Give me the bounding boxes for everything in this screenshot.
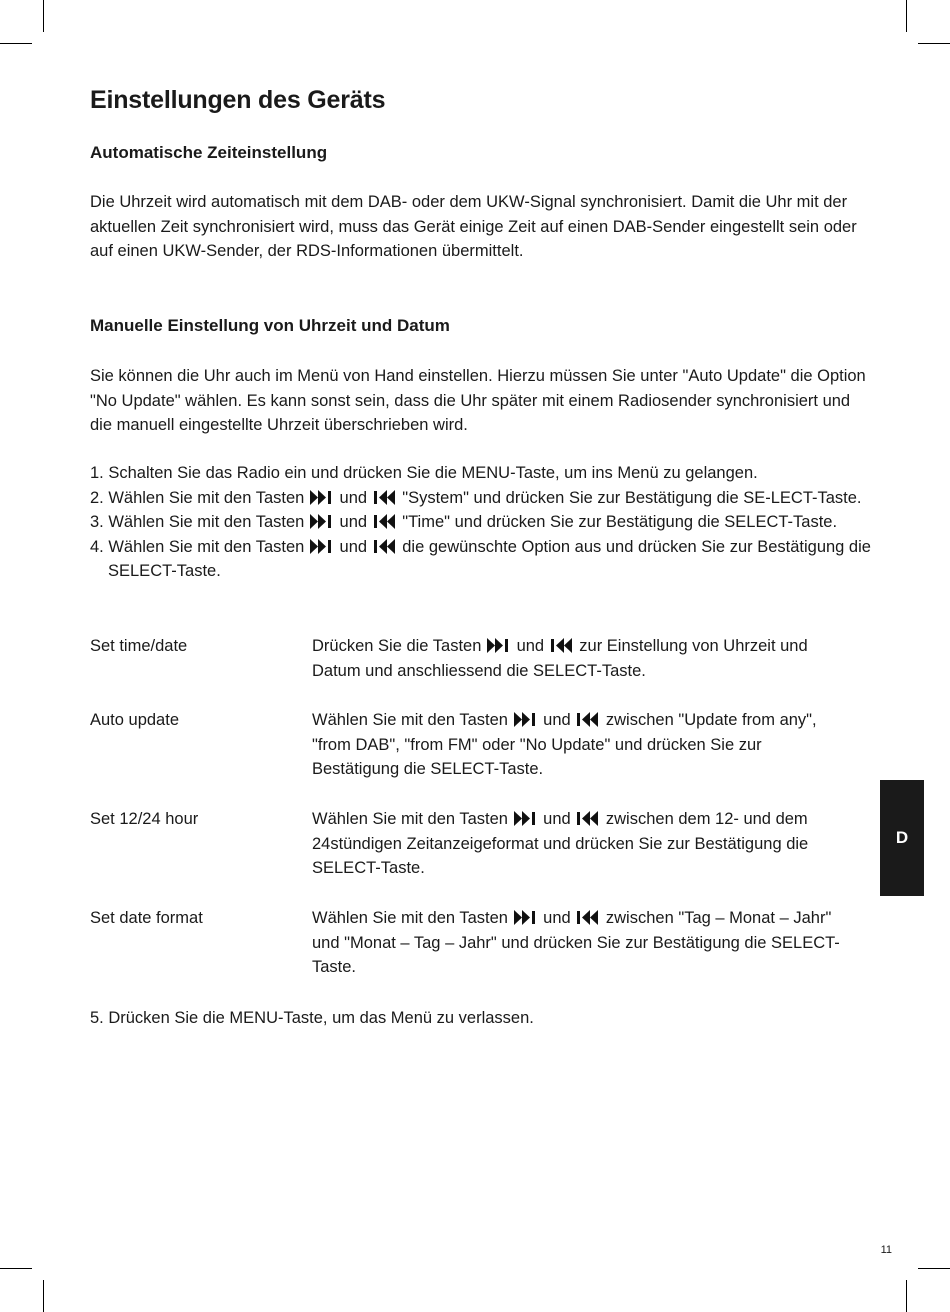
skip-back-icon: [576, 910, 600, 925]
crop-mark: [906, 0, 907, 32]
option-desc-und: und: [543, 711, 571, 729]
section-body-auto-time: Die Uhrzeit wird automatisch mit dem DAB- oder dem UKW-Signal synchronisiert. Damit die Uhr mit der aktuellen Zeit synchronisiert wird, muss das Gerät einige Zeit auf einen DAB-Sender eingestellt sein oder auf einen UKW-Sender, der RDS-Informationen übermittelt.: [90, 193, 857, 261]
step-3-post: "Time" und drücken Sie zur Bestätigung die SELECT-Taste.: [402, 513, 838, 532]
option-desc-post: zwischen dem 12- und dem 24stündigen Zeitanzeigeformat und drücken Sie zur Bestätigung die SELECT-Taste.: [312, 810, 809, 878]
option-desc-und: und: [516, 637, 545, 655]
skip-forward-icon: [514, 712, 538, 727]
page-number: 11: [880, 1244, 892, 1256]
skip-forward-icon: [514, 811, 538, 826]
step-4-post: die gewünschte Option aus und drücken Sie zur Bestätigung die SELECT-Taste.: [108, 537, 871, 581]
option-description: [312, 708, 852, 782]
option-desc-pre: Wählen Sie mit den Tasten: [312, 810, 508, 828]
crop-mark: [0, 43, 32, 44]
option-description: [312, 906, 852, 980]
step-2-pre: 2. Wählen Sie mit den Tasten: [90, 488, 305, 507]
section-heading-auto-time: Automatische Zeiteinstellung: [90, 143, 328, 162]
option-desc-pre: Wählen Sie mit den Tasten: [312, 909, 508, 927]
option-description: [312, 634, 852, 683]
option-desc-pre: Drücken Sie die Tasten: [312, 637, 482, 655]
skip-forward-icon: [514, 910, 538, 925]
skip-back-icon: [373, 539, 397, 554]
option-label: Set 12/24 hour: [90, 810, 199, 828]
step-1-text: 1. Schalten Sie das Radio ein und drücken Sie die MENU-Taste, um ins Menü zu gelangen.: [90, 464, 758, 482]
step-3-pre: 3. Wählen Sie mit den Tasten: [90, 513, 305, 532]
crop-mark: [43, 1280, 44, 1312]
crop-mark: [918, 1268, 950, 1269]
option-description: [312, 807, 852, 881]
skip-back-icon: [550, 638, 574, 653]
skip-back-icon: [576, 712, 600, 727]
skip-forward-icon: [310, 514, 334, 529]
option-desc-post: zwischen "Tag – Monat – Jahr" und "Monat – Tag – Jahr" und drücken Sie zur Bestätigung die SELECT-Taste.: [312, 909, 840, 977]
option-desc-pre: Wählen Sie mit den Tasten: [312, 711, 508, 729]
option-desc-post: zur Einstellung von Uhrzeit und Datum und anschliessend die SELECT-Taste.: [312, 637, 808, 680]
skip-forward-icon: [310, 539, 334, 554]
step-3: [90, 510, 880, 535]
language-tab: [880, 780, 924, 896]
step-2-und: und: [339, 488, 368, 507]
crop-mark: [906, 1280, 907, 1312]
step-4: [90, 535, 880, 584]
option-label: Auto update: [90, 711, 179, 729]
skip-back-icon: [373, 514, 397, 529]
instruction-steps: [90, 461, 880, 584]
page-title: Einstellungen des Geräts: [90, 86, 386, 114]
step-2-post: "System" und drücken Sie zur Bestätigung die SE-LECT-Taste.: [402, 488, 862, 507]
skip-forward-icon: [487, 638, 511, 653]
crop-mark: [0, 1268, 32, 1269]
option-label: Set date format: [90, 909, 203, 927]
step-5: 5. Drücken Sie die MENU-Taste, um das Menü zu verlassen.: [90, 1009, 534, 1027]
crop-mark: [918, 43, 950, 44]
step-4-pre: 4. Wählen Sie mit den Tasten: [90, 537, 305, 556]
crop-mark: [43, 0, 44, 32]
language-tab-label: D: [895, 828, 909, 847]
skip-back-icon: [373, 490, 397, 505]
step-4-und: und: [339, 537, 368, 556]
skip-back-icon: [576, 811, 600, 826]
step-1: [90, 461, 880, 486]
skip-forward-icon: [310, 490, 334, 505]
option-desc-und: und: [543, 909, 571, 927]
option-label: Set time/date: [90, 637, 188, 655]
section-heading-manual-time: Manuelle Einstellung von Uhrzeit und Datum: [90, 316, 450, 335]
option-desc-und: und: [543, 810, 571, 828]
step-2: [90, 486, 880, 511]
option-desc-post: zwischen "Update from any", "from DAB", "from FM" oder "No Update" und drücken Sie zur Bestätigung die SELECT-Taste.: [312, 711, 817, 779]
step-3-und: und: [339, 513, 368, 532]
section-body-manual-time: Sie können die Uhr auch im Menü von Hand einstellen. Hierzu müssen Sie unter "Auto Update" die Option "No Update" wählen. Es kann sonst sein, dass die Uhr später mit einem Radiosender synchronisiert und die manuell eingestellte Uhrzeit überschrieben wird.: [90, 367, 866, 435]
